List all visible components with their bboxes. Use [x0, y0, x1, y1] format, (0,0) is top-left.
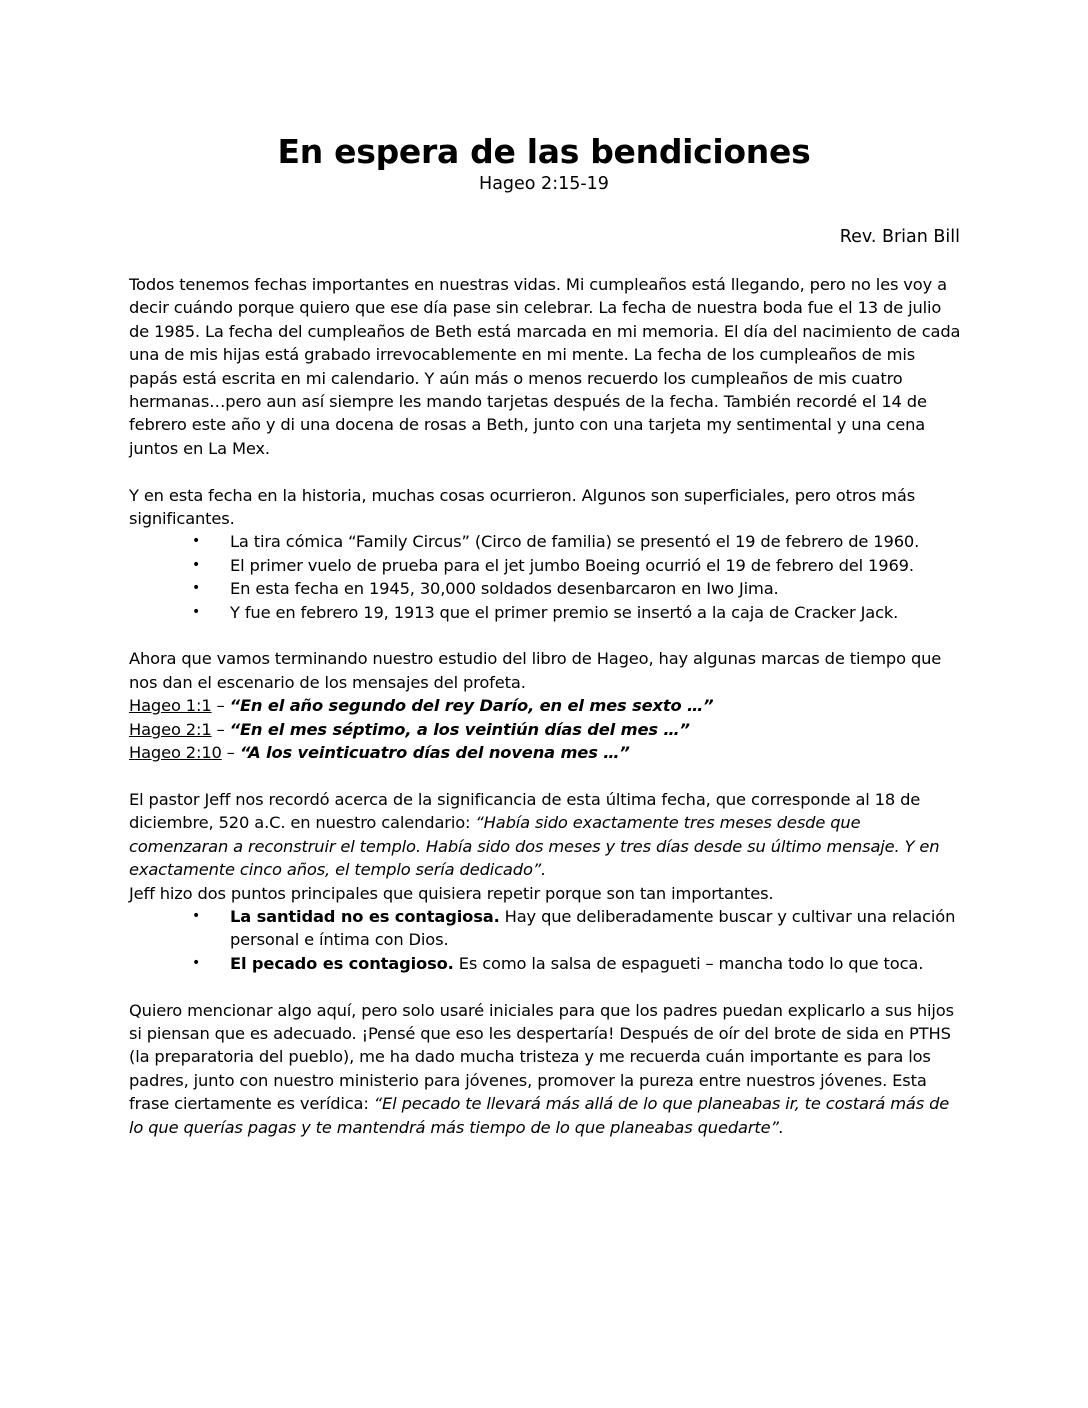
scripture-reference: Hageo 2:15-19 — [479, 174, 609, 194]
reference-line: Hageo 2:1 – “En el mes séptimo, a los veintiún días del mes …” — [129, 719, 690, 739]
bullet-icon: • — [192, 954, 201, 971]
document-body — [129, 273, 964, 1139]
scripture-quote: “En el año segundo del rey Darío, en el mes sexto …” — [229, 696, 714, 716]
scripture-quote: “A los veinticuatro días del novena mes …” — [239, 743, 630, 763]
bullet-icon: • — [192, 580, 201, 597]
reference-line: Hageo 2:10 – “A los veinticuatro días del novena mes …” — [129, 743, 630, 763]
paragraph-important-dates: Todos tenemos fechas importantes en nuestras vidas. Mi cumpleaños está llegando, pero no les voy a decir cuándo porque quiero que ese día pase sin celebrar. La fecha de nuestra boda fue el 13 de julio de 1985. La fecha del cumpleaños de Beth está marcada en mi memoria. El día del nacimiento de cada una de mis hijas está grabado irrevocablemente en mi mente. La fecha de los cumpleaños de mis papás está escrita en mi calendario. Y aún más o menos recuerdo los cumpleaños de mis cuatro hermanas…pero aun así siempre les mando tarjetas después de la fecha. También recordé el 14 de febrero este año y di una docena de rosas a Beth, junto con una tarjeta my sentimental y una cena juntos en La Mex. — [129, 275, 961, 458]
list-item: • Y fue en febrero 19, 1913 que el primer premio se insertó a la caja de Cracker Jack. — [192, 601, 964, 624]
list-item: • La santidad no es contagiosa. Hay que deliberadamente buscar y cultivar una relación personal e íntima con Dios. — [192, 906, 956, 950]
paragraph-haggai-study: Ahora que vamos terminando nuestro estudio del libro de Hageo, hay algunas marcas de tiempo que nos dan el escenario de los mensajes del profeta. — [129, 649, 942, 692]
list-item: • La tira cómica “Family Circus” (Circo de familia) se presentó el 19 de febrero de 1960. — [192, 530, 964, 553]
italic-quote: “Había sido exactamente tres meses desde que comenzaran a reconstruir el templo. Había sido dos meses y tres días desde su último mensaje. Y en exactamente cinco años, el templo sería dedicado”. — [129, 813, 940, 880]
paragraph-purity: Quiero mencionar algo aquí, pero solo usaré iniciales para que los padres puedan explicarlo a sus hijos si piensan que es adecuado. ¡Pensé que eso les despertaría! Después de oír del brote de sida en PTHS (la preparatoria del pueblo), me ha dado mucha tristeza y me recuerda cuán importante es para los padres, junto con nuestro ministerio para jóvenes, promover la pureza entre nuestros jóvenes. Esta frase ciertamente es verídica: “El pecado te llevará más allá de lo que planeabas ir, te costará más de lo que querías pagas y te mantendrá más tiempo de lo que planeabas quedarte”. — [129, 1000, 954, 1137]
point-heading: El pecado es contagioso. — [230, 953, 454, 973]
scripture-link[interactable]: Hageo 2:1 — [129, 719, 212, 739]
reference-line: Hageo 1:1 – “En el año segundo del rey Darío, en el mes sexto …” — [129, 696, 714, 716]
paragraph-pastor-jeff: El pastor Jeff nos recordó acerca de la significancia de esta última fecha, que corresponde al 18 de diciembre, 520 a.C. en nuestro calendario: “Había sido exactamente tres meses desde que comenzaran a reconstruir el templo. Había sido dos meses y tres días desde su último mensaje. Y en exactamente cinco años, el templo sería dedicado”. — [129, 789, 940, 880]
author-name: Rev. Brian Bill — [839, 227, 960, 247]
italic-quote: “El pecado te llevará más allá de lo que planeabas ir, te costará más de lo que querías pagas y te mantendrá más tiempo de lo que planeabas quedarte”. — [129, 1094, 950, 1137]
list-item: • El primer vuelo de prueba para el jet jumbo Boeing ocurrió el 19 de febrero del 1969. — [192, 554, 964, 577]
paragraph-main-points: Jeff hizo dos puntos principales que quisiera repetir porque son tan importantes. — [129, 883, 774, 903]
history-events-list — [129, 530, 964, 624]
document-title: En espera de las bendiciones — [277, 132, 811, 171]
scripture-quote: “En el mes séptimo, a los veintiún días del mes …” — [229, 719, 690, 739]
paragraph-history-date: Y en esta fecha en la historia, muchas cosas ocurrieron. Algunos son superficiales, pero otros más significantes. — [129, 485, 916, 529]
point-heading: La santidad no es contagiosa. — [230, 906, 500, 926]
bullet-icon: • — [192, 556, 201, 573]
scripture-link[interactable]: Hageo 1:1 — [129, 696, 212, 716]
scripture-link[interactable]: Hageo 2:10 — [129, 743, 222, 763]
list-item: • En esta fecha en 1945, 30,000 soldados desenbarcaron en Iwo Jima. — [192, 577, 964, 600]
list-item: • El pecado es contagioso. Es como la salsa de espagueti – mancha todo lo que toca. — [192, 952, 964, 975]
main-points-list — [129, 905, 964, 975]
bullet-icon: • — [192, 603, 201, 620]
bullet-icon: • — [192, 907, 201, 924]
bullet-icon: • — [192, 533, 201, 550]
